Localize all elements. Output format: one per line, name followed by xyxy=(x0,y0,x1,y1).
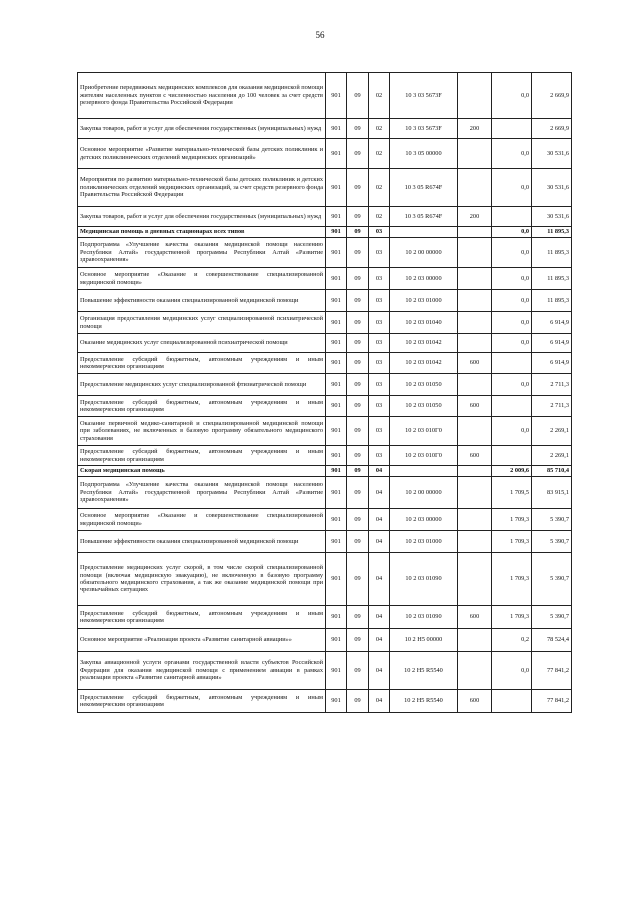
row-vr: 600 xyxy=(458,353,492,374)
row-vr: 200 xyxy=(458,119,492,139)
row-rz: 09 xyxy=(347,119,369,139)
table-row xyxy=(78,334,572,353)
row-rz: 09 xyxy=(347,268,369,290)
table-row xyxy=(78,139,572,169)
row-sum-2: 2 269,1 xyxy=(532,417,572,446)
row-csr: 10 3 05 R674F xyxy=(390,207,458,227)
row-csr: 10 2 03 00000 xyxy=(390,509,458,531)
row-vr xyxy=(458,312,492,334)
row-vr xyxy=(458,477,492,509)
row-rz: 09 xyxy=(347,238,369,268)
row-gr: 901 xyxy=(326,446,347,466)
row-rz: 09 xyxy=(347,169,369,207)
row-sum-1: 0,0 xyxy=(492,417,532,446)
row-name: Предоставление субсидий бюджетным, автономным учреждениям и иным некоммерческим организациям xyxy=(78,606,326,629)
row-vr xyxy=(458,268,492,290)
row-sum-1: 0,0 xyxy=(492,73,532,119)
row-vr xyxy=(458,509,492,531)
table-row xyxy=(78,169,572,207)
row-vr xyxy=(458,139,492,169)
row-vr xyxy=(458,417,492,446)
row-sum-2: 2 269,1 xyxy=(532,446,572,466)
row-csr: 10 2 03 01040 xyxy=(390,312,458,334)
table-row xyxy=(78,652,572,690)
row-name: Предоставление субсидий бюджетным, автономным учреждениям и иным некоммерческим организациям xyxy=(78,396,326,417)
row-sum-2: 5 390,7 xyxy=(532,553,572,606)
row-sum-1: 0,0 xyxy=(492,227,532,238)
row-csr: 10 2 03 00000 xyxy=(390,268,458,290)
row-csr: 10 3 05 00000 xyxy=(390,139,458,169)
row-sum-1: 0,0 xyxy=(492,652,532,690)
row-name: Повышение эффективности оказания специализированной медицинской помощи xyxy=(78,531,326,553)
row-rz: 09 xyxy=(347,73,369,119)
table-row xyxy=(78,290,572,312)
row-vr xyxy=(458,169,492,207)
table-row xyxy=(78,73,572,119)
row-sum-1: 0,2 xyxy=(492,629,532,652)
row-sum-1: 0,0 xyxy=(492,312,532,334)
table-row xyxy=(78,227,572,238)
row-pr: 03 xyxy=(369,446,390,466)
row-vr: 600 xyxy=(458,446,492,466)
row-sum-1 xyxy=(492,207,532,227)
row-csr: 10 2 03 01000 xyxy=(390,290,458,312)
row-name: Оказание первичной медико-санитарной и специализированной медицинской помощи при заболеваниях, не включенных в базовую программу обязательного медицинского страхования xyxy=(78,417,326,446)
row-name: Предоставление медицинских услуг специализированной фтизиатрической помощи xyxy=(78,374,326,396)
table-row xyxy=(78,629,572,652)
row-csr: 10 2 03 010Г0 xyxy=(390,446,458,466)
row-vr xyxy=(458,238,492,268)
row-vr: 200 xyxy=(458,207,492,227)
row-rz: 09 xyxy=(347,690,369,713)
row-vr xyxy=(458,531,492,553)
row-gr: 901 xyxy=(326,629,347,652)
row-gr: 901 xyxy=(326,353,347,374)
row-pr: 02 xyxy=(369,169,390,207)
row-pr: 03 xyxy=(369,334,390,353)
row-sum-2: 85 710,4 xyxy=(532,466,572,477)
row-name: Предоставление субсидий бюджетным, автономным учреждениям и иным некоммерческим организациям xyxy=(78,446,326,466)
row-vr xyxy=(458,652,492,690)
row-gr: 901 xyxy=(326,238,347,268)
row-gr: 901 xyxy=(326,334,347,353)
row-pr: 04 xyxy=(369,606,390,629)
row-sum-2: 83 915,1 xyxy=(532,477,572,509)
row-csr: 10 2 00 00000 xyxy=(390,477,458,509)
row-rz: 09 xyxy=(347,353,369,374)
row-rz: 09 xyxy=(347,553,369,606)
row-name: Мероприятия по развитию материально-технической базы детских поликлиник и детских поликлинических отделений медицинских организаций, за счет средств резервного фонда Правительства Российской Федерации xyxy=(78,169,326,207)
row-gr: 901 xyxy=(326,139,347,169)
table-row xyxy=(78,606,572,629)
row-gr: 901 xyxy=(326,531,347,553)
row-pr: 03 xyxy=(369,353,390,374)
row-sum-2: 11 895,3 xyxy=(532,268,572,290)
row-sum-2: 11 895,3 xyxy=(532,238,572,268)
row-gr: 901 xyxy=(326,466,347,477)
row-csr: 10 2 Н5 00000 xyxy=(390,629,458,652)
row-rz: 09 xyxy=(347,417,369,446)
table-row xyxy=(78,446,572,466)
row-sum-2: 5 390,7 xyxy=(532,509,572,531)
row-vr xyxy=(458,290,492,312)
row-rz: 09 xyxy=(347,312,369,334)
table-row xyxy=(78,531,572,553)
row-name: Приобретение передвижных медицинских комплексов для оказания медицинской помощи жителям населенных пунктов с численностью населения до 100 человек за счет средств резервного фонда Правительства Российской Федерации xyxy=(78,73,326,119)
row-gr: 901 xyxy=(326,290,347,312)
row-gr: 901 xyxy=(326,509,347,531)
row-sum-1: 0,0 xyxy=(492,334,532,353)
table-row xyxy=(78,509,572,531)
row-sum-1: 1 709,3 xyxy=(492,606,532,629)
row-sum-1: 0,0 xyxy=(492,238,532,268)
row-rz: 09 xyxy=(347,374,369,396)
row-gr: 901 xyxy=(326,227,347,238)
row-csr: 10 3 05 R674F xyxy=(390,169,458,207)
row-rz: 09 xyxy=(347,509,369,531)
row-gr: 901 xyxy=(326,553,347,606)
row-sum-2: 2 669,9 xyxy=(532,73,572,119)
row-csr xyxy=(390,466,458,477)
row-vr xyxy=(458,553,492,606)
row-csr: 10 2 03 01000 xyxy=(390,531,458,553)
row-sum-1 xyxy=(492,446,532,466)
table-body xyxy=(78,73,572,713)
row-name: Основное мероприятие «Реализация проекта «Развитие санитарной авиации»» xyxy=(78,629,326,652)
table-row xyxy=(78,207,572,227)
row-vr: 600 xyxy=(458,606,492,629)
row-name: Закупка товаров, работ и услуг для обеспечения государственных (муниципальных) нужд xyxy=(78,119,326,139)
row-sum-2: 11 895,3 xyxy=(532,227,572,238)
row-csr: 10 3 03 5673F xyxy=(390,119,458,139)
row-gr: 901 xyxy=(326,396,347,417)
row-pr: 03 xyxy=(369,268,390,290)
row-sum-1: 1 709,3 xyxy=(492,509,532,531)
row-name: Подпрограмма «Улучшение качества оказания медицинской помощи населению Республики Алтай» государственной программы Республики Алтай «Развитие здравоохранения» xyxy=(78,477,326,509)
row-rz: 09 xyxy=(347,139,369,169)
row-csr: 10 2 03 01090 xyxy=(390,553,458,606)
row-vr: 600 xyxy=(458,396,492,417)
row-name: Предоставление субсидий бюджетным, автономным учреждениям и иным некоммерческим организациям xyxy=(78,353,326,374)
row-name: Предоставление медицинских услуг скорой, в том числе скорой специализированной помощи (включая медицинскую эвакуацию), не включенную в базовую программу обязательного медицинского страхования, а так же оказание медицинской помощи при чрезвычайных ситуациях xyxy=(78,553,326,606)
row-pr: 02 xyxy=(369,73,390,119)
table-row xyxy=(78,268,572,290)
row-sum-2: 6 914,9 xyxy=(532,334,572,353)
row-pr: 04 xyxy=(369,629,390,652)
row-rz: 09 xyxy=(347,334,369,353)
row-gr: 901 xyxy=(326,417,347,446)
row-name: Закупка товаров, работ и услуг для обеспечения государственных (муниципальных) нужд xyxy=(78,207,326,227)
row-sum-1 xyxy=(492,119,532,139)
row-csr: 10 2 Н5 R5540 xyxy=(390,690,458,713)
row-gr: 901 xyxy=(326,690,347,713)
row-csr: 10 2 03 01050 xyxy=(390,396,458,417)
page-number: 56 xyxy=(315,30,325,40)
row-pr: 03 xyxy=(369,396,390,417)
row-vr xyxy=(458,466,492,477)
row-gr: 901 xyxy=(326,477,347,509)
table-row xyxy=(78,353,572,374)
row-sum-2: 6 914,9 xyxy=(532,312,572,334)
row-pr: 03 xyxy=(369,312,390,334)
row-csr: 10 2 00 00000 xyxy=(390,238,458,268)
row-name: Основное мероприятие «Оказание и совершенствование специализированной медицинской помощи» xyxy=(78,509,326,531)
row-rz: 09 xyxy=(347,466,369,477)
row-gr: 901 xyxy=(326,312,347,334)
row-sum-2: 30 531,6 xyxy=(532,169,572,207)
row-pr: 02 xyxy=(369,119,390,139)
row-rz: 09 xyxy=(347,477,369,509)
row-gr: 901 xyxy=(326,268,347,290)
row-csr: 10 3 03 5673F xyxy=(390,73,458,119)
row-gr: 901 xyxy=(326,73,347,119)
row-sum-1: 0,0 xyxy=(492,169,532,207)
row-sum-1 xyxy=(492,690,532,713)
row-sum-1: 1 709,5 xyxy=(492,477,532,509)
row-sum-2: 2 669,9 xyxy=(532,119,572,139)
row-gr: 901 xyxy=(326,207,347,227)
row-name: Скорая медицинская помощь xyxy=(78,466,326,477)
row-gr: 901 xyxy=(326,119,347,139)
row-sum-1: 0,0 xyxy=(492,290,532,312)
row-csr xyxy=(390,227,458,238)
row-sum-1: 0,0 xyxy=(492,268,532,290)
row-gr: 901 xyxy=(326,374,347,396)
row-csr: 10 2 03 01090 xyxy=(390,606,458,629)
row-name: Основное мероприятие «Оказание и совершенствование специализированной медицинской помощи» xyxy=(78,268,326,290)
row-csr: 10 2 03 010Г0 xyxy=(390,417,458,446)
row-sum-1: 2 009,6 xyxy=(492,466,532,477)
row-rz: 09 xyxy=(347,531,369,553)
row-csr: 10 2 03 01050 xyxy=(390,374,458,396)
budget-table xyxy=(77,72,572,713)
table-row xyxy=(78,477,572,509)
row-rz: 09 xyxy=(347,227,369,238)
row-sum-1 xyxy=(492,396,532,417)
row-sum-2: 30 531,6 xyxy=(532,139,572,169)
row-sum-2: 77 841,2 xyxy=(532,652,572,690)
table-row xyxy=(78,690,572,713)
row-sum-2: 5 390,7 xyxy=(532,606,572,629)
row-name: Медицинская помощь в дневных стационарах всех типов xyxy=(78,227,326,238)
row-name: Повышение эффективности оказания специализированной медицинской помощи xyxy=(78,290,326,312)
row-pr: 04 xyxy=(369,531,390,553)
row-csr: 10 2 03 01042 xyxy=(390,334,458,353)
row-rz: 09 xyxy=(347,606,369,629)
row-pr: 04 xyxy=(369,466,390,477)
row-rz: 09 xyxy=(347,207,369,227)
row-rz: 09 xyxy=(347,396,369,417)
row-pr: 04 xyxy=(369,652,390,690)
table-row xyxy=(78,396,572,417)
row-sum-2: 2 711,3 xyxy=(532,396,572,417)
row-pr: 03 xyxy=(369,417,390,446)
row-sum-1 xyxy=(492,353,532,374)
row-vr xyxy=(458,73,492,119)
row-pr: 02 xyxy=(369,207,390,227)
row-pr: 03 xyxy=(369,238,390,268)
row-rz: 09 xyxy=(347,290,369,312)
row-gr: 901 xyxy=(326,652,347,690)
row-pr: 03 xyxy=(369,227,390,238)
table-row xyxy=(78,374,572,396)
row-pr: 03 xyxy=(369,290,390,312)
row-rz: 09 xyxy=(347,629,369,652)
table-row xyxy=(78,553,572,606)
row-name: Основное мероприятие «Развитие материально-технической базы детских поликлиник и детских поликлинических отделений медицинских организаций» xyxy=(78,139,326,169)
row-sum-2: 2 711,3 xyxy=(532,374,572,396)
row-vr: 600 xyxy=(458,690,492,713)
table-row xyxy=(78,417,572,446)
row-sum-2: 11 895,3 xyxy=(532,290,572,312)
row-name: Организация предоставления медицинских услуг специализированной психиатрической помощи xyxy=(78,312,326,334)
table-row xyxy=(78,466,572,477)
row-rz: 09 xyxy=(347,652,369,690)
row-pr: 04 xyxy=(369,477,390,509)
row-csr: 10 2 03 01042 xyxy=(390,353,458,374)
row-rz: 09 xyxy=(347,446,369,466)
row-sum-2: 6 914,9 xyxy=(532,353,572,374)
row-name: Предоставление субсидий бюджетным, автономным учреждениям и иным некоммерческим организациям xyxy=(78,690,326,713)
row-name: Подпрограмма «Улучшение качества оказания медицинской помощи населению Республики Алтай» государственной программы Республики Алтай «Развитие здравоохранения» xyxy=(78,238,326,268)
row-sum-2: 78 524,4 xyxy=(532,629,572,652)
row-sum-1: 0,0 xyxy=(492,374,532,396)
row-sum-2: 5 390,7 xyxy=(532,531,572,553)
row-sum-1: 1 709,3 xyxy=(492,531,532,553)
row-gr: 901 xyxy=(326,169,347,207)
row-pr: 04 xyxy=(369,509,390,531)
row-sum-2: 77 841,2 xyxy=(532,690,572,713)
row-gr: 901 xyxy=(326,606,347,629)
row-vr xyxy=(458,374,492,396)
row-vr xyxy=(458,629,492,652)
row-name: Закупка авиационной услуги органами государственной власти субъектов Российской Федерации для оказания медицинской помощи с применением авиации в рамках реализации проекта «Развитие санитарной авиации» xyxy=(78,652,326,690)
table-row xyxy=(78,312,572,334)
row-csr: 10 2 Н5 R5540 xyxy=(390,652,458,690)
row-pr: 04 xyxy=(369,690,390,713)
row-pr: 04 xyxy=(369,553,390,606)
table-row xyxy=(78,119,572,139)
row-vr xyxy=(458,334,492,353)
row-sum-1: 1 709,3 xyxy=(492,553,532,606)
row-sum-2: 30 531,6 xyxy=(532,207,572,227)
row-name: Оказание медицинских услуг специализированной психиатрической помощи xyxy=(78,334,326,353)
row-pr: 03 xyxy=(369,374,390,396)
row-pr: 02 xyxy=(369,139,390,169)
row-vr xyxy=(458,227,492,238)
row-sum-1: 0,0 xyxy=(492,139,532,169)
table-row xyxy=(78,238,572,268)
